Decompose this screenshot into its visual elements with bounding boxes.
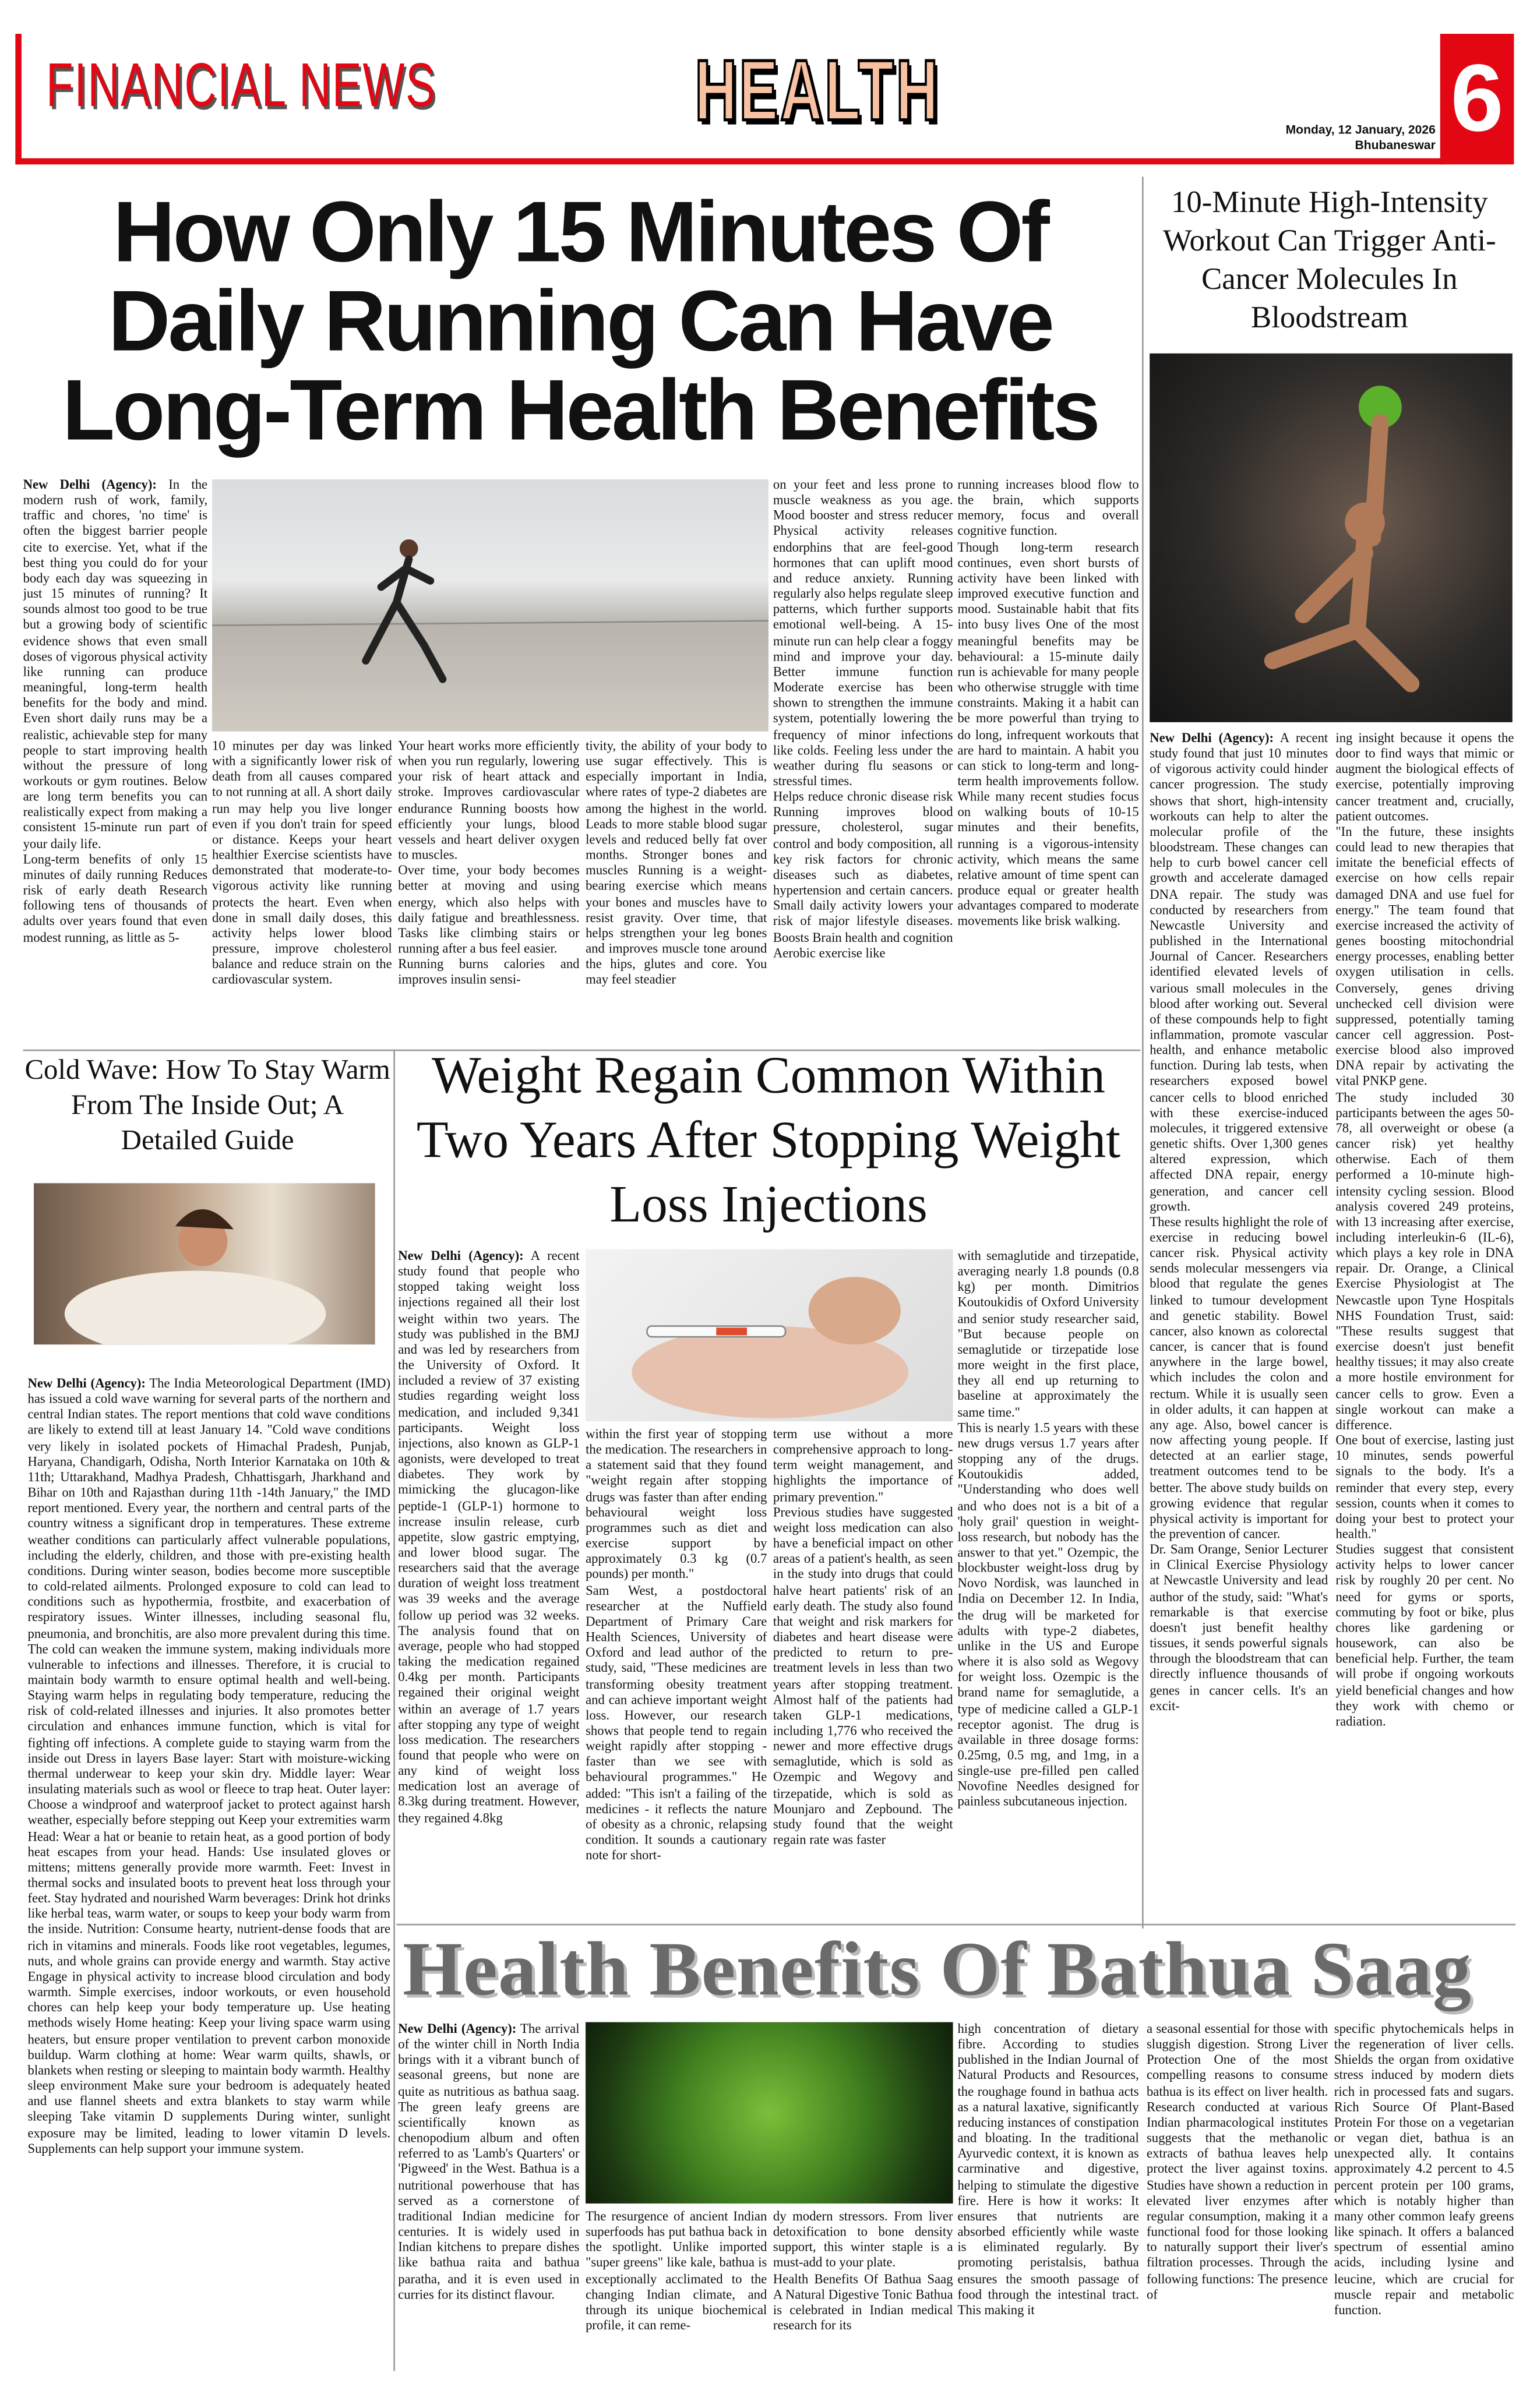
bathua-column-4: high concentration of dietary fibre. According to studies published in the Indian Journal of Natural Products and Resources, the roughage found in bathua acts as a natural laxative, significantly reducing instances of constipation and bloating. In the traditional Ayurvedic context, it is known as carminative and digestive, helping to stimulate the digestive fire. Here is how it works: It ensures that nutrients are absorbed efficiently while waste is eliminated regularly. By promoting peristalsis, bathua ensures the smooth passage of food through the intestinal tract. This making it bbox=[957, 2020, 1139, 2317]
issue-date: Monday, 12 January, 2026 bbox=[1285, 123, 1436, 137]
weight-headline: Weight Regain Common Within Two Years After Stopping Weight Loss Injections bbox=[416, 1048, 1121, 1234]
column-divider bbox=[1142, 176, 1144, 1928]
running-column-2: 10 minutes per day was linked with a significantly lower risk of death from all causes compared to not running at all. A short daily run may help you live longer even if you don't train for speed or distance. Keeps your heart healthier Exercise scientists have demonstrated that moderate-to-vigorous activity like running protects the heart. Even when done in small daily doses, this activity helps lower blood pressure, improve cholesterol balance and reduce strain on the cardiovascular system. bbox=[212, 737, 392, 987]
injection-photo bbox=[586, 1249, 953, 1421]
injection-pen-icon bbox=[586, 1249, 953, 1421]
coldwave-headline: Cold Wave: How To Stay Warm From The Inside Out; A Detailed Guide bbox=[24, 1055, 390, 1157]
bathua-headline: Health Benefits Of Bathua Saag bbox=[403, 1925, 1472, 2012]
page-number: 6 bbox=[1440, 34, 1514, 164]
running-column-1 bbox=[23, 476, 208, 1048]
bathua-column-1 bbox=[398, 2021, 579, 2371]
weight-column-2: within the first year of stopping the medication. The researchers in a statement said that they found "weight regain after stopping drugs was faster than after ending behavioural weight loss programmes such as diet and exercise support by approximately 0.3 kg (0.7 pounds) per month." Sam West, a postdoctoral researcher at the Nuffield Department of Primary Care Health Sciences, University of Oxford and lead author of the study, said, "These medicines are transforming obesity treatment and can achieve important weight loss. However, our research shows that people tend to regain weight rapidly after stopping - faster than we see with behavioural programmes." He added: "This isn't a failing of the medicines - it reflects the nature of obesity as a chronic, relapsing condition. It sounds a cautionary note for short- bbox=[586, 1426, 767, 1863]
bathua-greens-photo bbox=[586, 2022, 953, 2204]
article-text: A recent study found that just 10 minutes of vigorous activity could hinder cancer progression. The study shows that short, high-intensity workouts can help to alter the molecular profile of the bloodstream. These changes can help to curb bowel cancer cell growth and accelerate damaged DNA repair. The study was conducted by researchers from Newcastle University and published in the International Journal of Cancer. Researchers identified elevated levels of various small molecules in the blood after working out. Several of these compounds help to fight inflammation, promote vascular health, and enhance metabolic function. During lab tests, when researchers exposed bowel cancer cells to blood enriched with these exercise-induced molecules, it triggered extensive genetic shifts. Over 1,300 genes altered expression, which affected DNA repair, energy generation, and cancer cell growth. These results highlight the role of exercise in reducing bowel cancer risk. Physical activity sends molecular messengers via blood that regulate the genes linked to tumour development and genetic stability. Bowel cancer, also known as colorectal cancer, is cancer that is found anywhere in the large bowel, which includes the colon and rectum. While it is usually seen in older adults, it can happen at any age. Also, bowel cancer is now affecting young people. If detected at an earlier stage, treatment outcomes tend to be better. The above study builds on growing evidence that regular physical activity is important for the prevention of cancer. Dr. Sam Orange, Senior Lecturer in Clinical Exercise Physiology at Newcastle University and lead author of the study, said: "What's remarkable is that exercise doesn't just benefit healthy tissues, it sends powerful signals through the bloodstream that can directly influence thousands of genes in cancer cells. It's an excit- bbox=[1150, 730, 1328, 1713]
running-headline: How Only 15 Minutes Of Daily Running Can Have Long-Term Health Benefits bbox=[62, 182, 1098, 458]
bathua-column-2: The resurgence of ancient Indian superfoods has put bathua back in the spotlight. Unlike imported "super greens" like kale, bathua is exceptionally acclimated to the changing Indian climate, and through its unique biochemical profile, it can reme- bbox=[586, 2208, 767, 2333]
article-text: In the modern rush of work, family, traffic and chores, 'no time' is often the biggest barrier people cite to exercise. Yet, what if the best thing you could do for your body each day was squeezing in just 15 minutes of running? It sounds almost too good to be true but a growing body of scientific evidence shows that even small doses of vigorous physical activity like running can produce meaningful, long-term health benefits for the body and mind. Even short daily runs may be a realistic, achievable step for many people to start improving health without the pressure of long workouts or gym routines. Below are long term benefits you can realistically expect from making a consistent 15-minute run part of your daily life. Long-term benefits of only 15 minutes of daily running Reduces risk of early death Research following tens of thousands of adults over years found that even modest running, as little as 5- bbox=[23, 476, 208, 945]
kettlebell-athlete-icon bbox=[1150, 354, 1513, 722]
woman-blanket-icon bbox=[34, 1183, 375, 1344]
issue-info bbox=[1286, 123, 1436, 154]
weight-column-3: term use without a more comprehensive approach to long-term weight management, and highlights the importance of primary prevention." Previous studies have suggested weight loss medication can also have a beneficial impact on other areas of a patient's health, as seen in the study into drugs that could halve heart patients' risk of an early death. The study also found that weight and risk markers for diabetes and heart disease were predicted to return to pre-treatment levels in less than two years after stopping treatment. Almost half of the patients had taken GLP-1 medications, including 1,776 who received the newer and more effective drugs semaglutide, which is sold as Ozempic and Wegovy and tirzepatide, which is sold as Mounjaro and Zepbound. The study found that the weight regain rate was faster bbox=[773, 1426, 953, 1848]
dateline: New Delhi (Agency): bbox=[1150, 730, 1274, 746]
coldwave-body bbox=[27, 1375, 390, 2371]
hiit-column-2: ing insight because it opens the door to find ways that mimic or augment the biological effects of exercise, potentially improving cancer treatment and, crucially, patient outcomes. "In the future, these insights could lead to new therapies that imitate the beneficial effects of exercise on how cells repair damaged DNA and use fuel for energy." The team found that exercise increased the activity of genes boosting mitochondrial energy processes, enabling better oxygen utilisation in cells. Conversely, genes driving unchecked cell division were suppressed, potentially taming cancer cell aggression. Post-exercise blood also improved DNA repair by activating the vital PNKP gene. The study included 30 participants between the ages 50-78, all overweight or obese (a cancer risk) yet healthy otherwise. Each of them performed a 10-minute high-intensity cycling session. Blood analysis covered 249 proteins, with 13 increasing after exercise, including interleukin-6 (IL-6), which plays a key role in DNA repair. Dr. Orange, a Clinical Exercise Physiologist at The Newcastle upon Tyne Hospitals NHS Foundation Trust, said: "These results suggest that exercise doesn't just benefit healthy tissues; it may also create a more hostile environment for cancer cells to grow. Even a single workout can make a difference. One bout of exercise, lasting just 10 minutes, sends powerful signals to the body. It's a reminder that every step, every session, counts when it comes to doing your best to protect your health." Studies suggest that consistent activity helps to lower cancer risk by roughly 20 per cent. No need for gyms or sports, commuting by foot or bike, plus chores like gardening or housework, can also be beneficial help. Further, the team will probe if ongoing workouts yield beneficial changes and how they work with chemo or radiation. bbox=[1335, 730, 1514, 1729]
dateline: New Delhi (Agency): bbox=[27, 1375, 146, 1391]
running-column-6: running increases blood flow to the brain, which supports memory, focus and overall cognitive function. Though long-term research continues, even short bursts of activity have been linked with improved executive function and mood. Sustainable habit that fits into busy lives One of the most meaningful benefits may be behavioural: a 15-minute daily run is achievable for many people who otherwise struggle with time constraints. Making it a habit can be more powerful than trying to do long, infrequent workouts that are hard to maintain. A habit you can stick to long-term and long-term health improvements follow. While many recent studies focus on walking bouts of 10-15 minutes and their benefits, running is a vigorous-intensity activity, which means the same relative amount of time spent can produce equal or greater health advantages compared to moderate movements like brisk walking. bbox=[957, 476, 1139, 929]
runner-photo bbox=[212, 479, 768, 732]
running-column-3: Your heart works more efficiently when you run regularly, lowering your risk of heart attack and stroke. Improves cardiovascular endurance Running boosts how efficiently your lungs, blood vessels and heart deliver oxygen to muscles. Over time, your body becomes better at moving and using energy, which also helps with daily fatigue and breathlessness. Tasks like climbing stairs or running after a bus feel easier. Running burns calories and improves insulin sensi- bbox=[398, 737, 580, 987]
masthead-rule-bottom bbox=[15, 158, 1444, 165]
running-column-4: tivity, the ability of your body to use sugar effectively. This is especially important in India, where rates of type-2 diabetes are among the highest in the world. Leads to more stable blood sugar levels and reduced belly fat over months. Stronger bones and muscles Running is a weight-bearing exercise which means your bones and muscles have to resist gravity. Over time, that helps strengthen your leg bones and improves muscle tone around the hips, glutes and core. You may feel steadier bbox=[586, 737, 767, 987]
running-column-5: on your feet and less prone to muscle weakness as you age. Mood booster and stress reducer Physical activity releases endorphins that are feel-good hormones that can uplift mood and reduce anxiety. Running regularly also helps regulate sleep patterns, which further supports emotional well-being. A 15-minute run can help clear a foggy mind and improve your day. Better immune function Moderate exercise has been shown to strengthen the immune system, potentially lowering the frequency of minor infections like colds. Feeling less under the weather during flu seasons or stressful times. Helps reduce chronic disease risk Running improves blood pressure, cholesterol, sugar control and body composition, all key risk factors for chronic diseases such as diabetes, hypertension and certain cancers. Small daily activity lowers your risk of major lifestyle diseases. Boosts Brain health and cognition Aerobic exercise like bbox=[773, 476, 953, 960]
dateline: New Delhi (Agency): bbox=[398, 1248, 524, 1263]
hiit-column-1 bbox=[1150, 730, 1328, 1920]
hiit-headline: 10-Minute High-Intensity Workout Can Trigger Anti-Cancer Molecules In Bloodstream bbox=[1162, 186, 1496, 336]
dateline: New Delhi (Agency): bbox=[23, 476, 157, 492]
article-text: A recent study found that people who stopped taking weight loss injections regained all their lost weight within two years. The study was published in the BMJ and was led by researchers from the University of Oxford. It included a review of 37 existing studies regarding weight loss medication, and included 9,341 participants. Weight loss injections, also known as GLP-1 agonists, were developed to treat diabetes. They work by mimicking the glucagon-like peptide-1 (GLP-1) hormone to increase insulin release, curb appetite, slow gastric emptying, and lower blood sugar. The researchers said that the average duration of weight loss treatment was 39 weeks and the average follow up period was 32 weeks. The analysis found that on average, people who had stopped taking the medication regained 0.4kg per month. Participants regained their original weight within an average of 1.7 years after stopping any type of weight loss medication. The researchers found that people who were on any kind of weight loss medication lost an average of 8.3kg during treatment. However, they regained 4.8kg bbox=[398, 1248, 580, 1825]
masthead-rule-left bbox=[15, 34, 22, 164]
bathua-column-6: specific phytochemicals helps in the regeneration of liver cells. Shields the organ from oxidative stress induced by modern diets rich in processed fats and sugars. Rich Source Of Plant-Based Protein For those on a vegetarian or vegan diet, bathua is an unexpected ally. It contains approximately 4.2 percent to 4.5 percent protein per 100 grams, which is notably higher than many other common leafy greens like spinach. It offers a balanced spectrum of essential amino acids, including lysine and leucine, which are crucial for muscle repair and metabolic function. bbox=[1334, 2020, 1514, 2317]
issue-city: Bhubaneswar bbox=[1355, 138, 1436, 153]
bathua-column-3: dy modern stressors. From liver detoxification to bone density support, this winter staple is a must-add to your plate. Health Benefits Of Bathua Saag A Natural Digestive Tonic Bathua is celebrated in Indian medical research for its bbox=[773, 2208, 953, 2333]
article-text: The India Meteorological Department (IMD) has issued a cold wave warning for several parts of the northern and central Indian states. The report mentions that cold wave conditions are likely to extend till at least January 14. "Cold wave conditions very likely in isolated pockets of Himachal Pradesh, Punjab, Haryana, Chandigarh, Odisha, North Interior Karnataka on 10th & 11th; Uttarakhand, Madhya Pradesh, Chhattisgarh, Jharkhand and Bihar on 10th and Rajasthan during 11th -14th January," the IMD report mentioned. Every year, the northern and central parts of the country witness a significant drop in temperatures. These extreme weather conditions can particularly affect vulnerable populations, including the elderly, children, and those with pre-existing health conditions. During winter season, bodies become more susceptible to cold-related ailments. Prolonged exposure to cold can lead to conditions such as hypothermia, frostbite, and exacerbation of respiratory issues. Winter illnesses, including seasonal flu, pneumonia, and bronchitis, are also more prevalent during this time. The cold can weaken the immune system, making individuals more vulnerable to infections and illnesses. Therefore, it is crucial to maintain body warmth to ensure optimal health and well-being. Staying warm helps in regulating body temperature, reducing the risk of cold-related illnesses and injuries. It also promotes better circulation and enhances immune function, which is vital for fighting off infections. A complete guide to staying warm from the inside out Dress in layers Base layer: Start with moisture-wicking thermal underwear to keep your skin dry. Middle layer: Wear insulating materials such as wool or fleece to trap heat. Outer layer: Choose a windproof and waterproof jacket to protect against harsh weather, especially before stepping out Keep your extremities warm Head: Wear a hat or beanie to retain heat, as a good portion of body heat escapes from your head. Hands: Use insulated gloves or mittens; mittens generally provide more warmth. Feet: Invest in thermal socks and insulated boots to prevent heat loss through your feet. Stay hydrated and nourished Warm beverages: Drink hot drinks like herbal teas, warm water, or soups to keep your body warm from the inside. Nutrition: Consume hearty, nutrient-dense foods that are rich in vitamins and minerals. Foods like root vegetables, legumes, nuts, and whole grains can provide energy and warmth. Stay active Engage in physical activity to increase blood circulation and body warmth. Simple exercises, indoor workouts, or even household chores can help keep your body temperature up. Use heating methods wisely Home heating: Keep your living space warm using heaters, but ensure proper ventilation to prevent carbon monoxide buildup. Warm clothing at home: Wear warm quilts, shawls, or blankets when resting or sleeping to maintain body warmth. Healthy sleep environment Make sure your bedroom is adequately heated and use flannel sheets and extra blankets to stay warm while sleeping Take vitamin D supplements During winter, sunlight exposure may be limited, leading to lower vitamin D levels. Supplements can help support your immune system. bbox=[27, 1375, 391, 2156]
column-divider bbox=[393, 1050, 395, 2371]
workout-photo bbox=[1150, 354, 1513, 722]
section-title: HEALTH bbox=[695, 41, 940, 139]
dateline: New Delhi (Agency): bbox=[398, 2020, 517, 2036]
woman-in-blanket-photo bbox=[34, 1183, 375, 1344]
weight-column-1 bbox=[398, 1248, 579, 1924]
weight-column-4: with semaglutide and tirzepatide, averaging nearly 1.8 pounds (0.8 kg) per month. Dimitrios Koutoukidis of Oxford University and senior study researcher said, "But because people on semaglutide or tirzepatide lose more weight in the first place, they all end up returning to baseline at approximately the same time." This is nearly 1.5 years with these new drugs versus 1.7 years after stopping any of the drugs. Koutoukidis added, "Understanding who does well and who does not is a bit of a 'holy grail' question in weight-loss research, but nobody has the answer to that yet." Ozempic, the blockbuster weight-loss drug by Novo Nordisk, was launched in India on December 12. In India, the drug will be marketed for adults with type-2 diabetes, unlike in the US and Europe where it is also sold as Wegovy for weight loss. Ozempic is the brand name for semaglutide, a type of medicine called a GLP-1 receptor agonist. The drug is available in three dosage forms: 0.25mg, 0.5 mg, and 1mg, in a single-use pre-filled pen called Novofine Needles designed for painless subcutaneous injection. bbox=[957, 1248, 1139, 1810]
runner-figure-icon bbox=[212, 479, 768, 732]
bathua-column-5: a seasonal essential for those with sluggish digestion. Strong Liver Protection One of the most compelling reasons to consume bathua is its effect on liver health. Research conducted at various Indian pharmacological institutes suggests that the methanolic extracts of bathua leaves help protect the liver against toxins. Studies have shown a reduction in elevated liver enzymes after regular consumption, making it a functional food for those looking to naturally support their liver's filtration processes. Through the following functions: The presence of bbox=[1146, 2020, 1328, 2301]
article-text: The arrival of the winter chill in North India brings with it a vibrant bunch of seasonal greens, but none are quite as nutritious as bathua saag. The green leafy greens are scientifically known as chenopodium album and often referred to as 'Lamb's Quarters' or 'Pigweed' in the West. Bathua is a nutritional powerhouse that has served as a cornerstone of traditional Indian medicine for centuries. It is widely used in Indian kitchens to prepare dishes like bathua raita and bathua paratha, and it is even used in curries for its distinct flavour. bbox=[398, 2020, 580, 2301]
publication-name: FINANCIAL NEWS bbox=[46, 52, 436, 120]
